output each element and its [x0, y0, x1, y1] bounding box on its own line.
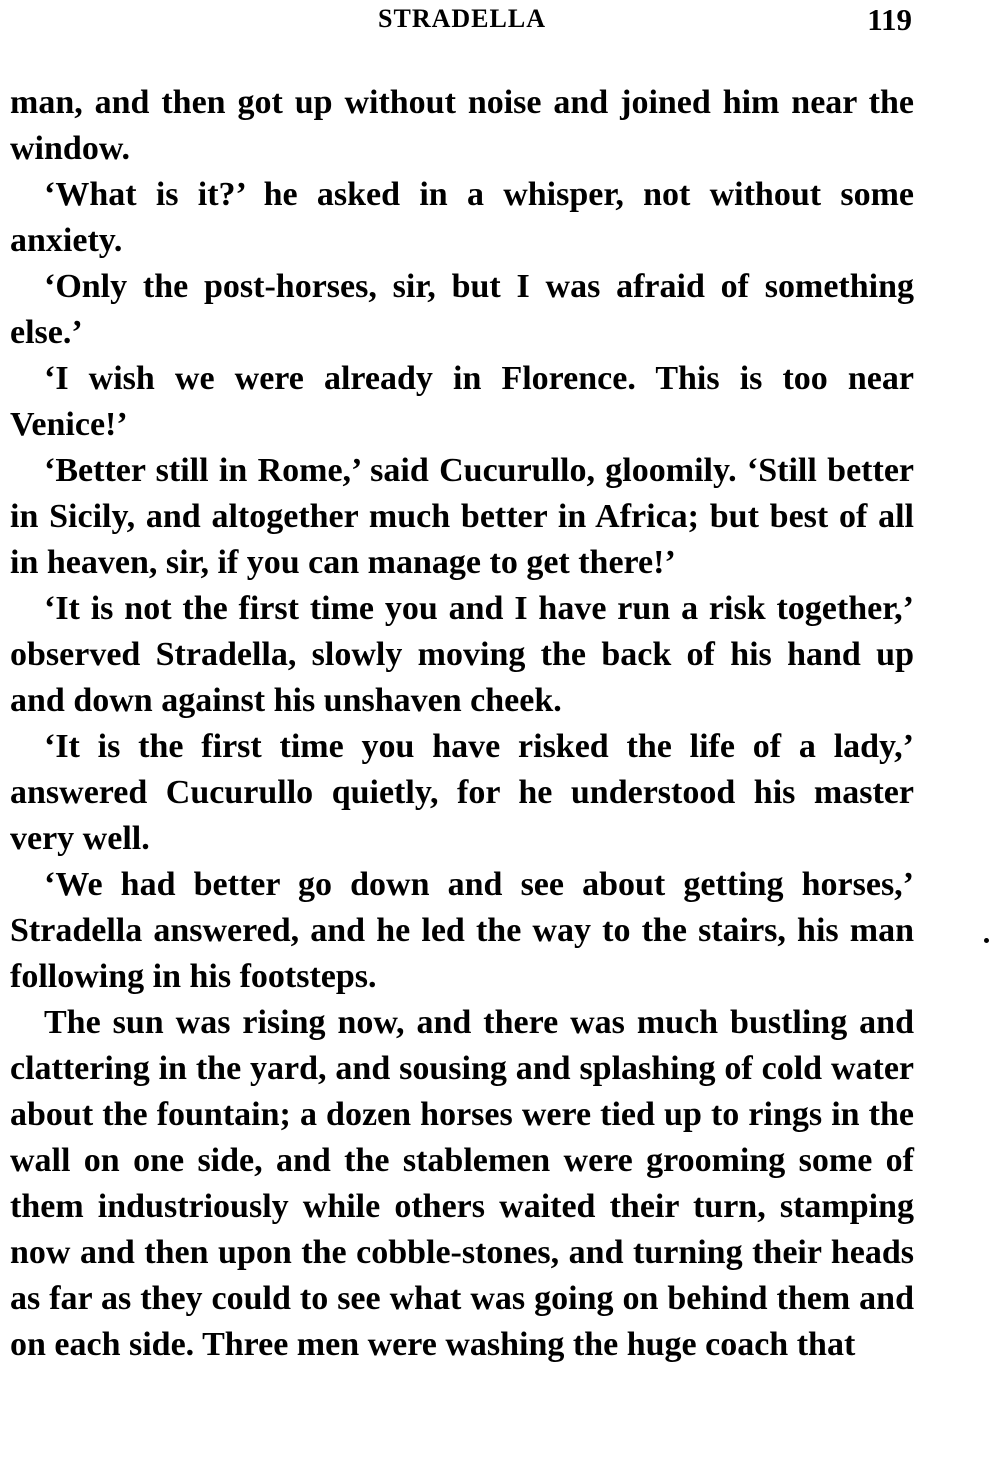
book-page [10, 0, 914, 1469]
body-text [10, 80, 914, 1368]
scan-speck [984, 938, 989, 943]
paragraph-dialogue: ‘We had better go down and see about getting horses,’ Stradella answered, and he led the way to the stairs, his man following in his footsteps. [10, 866, 914, 995]
paragraph-dialogue: ‘What is it?’ he asked in a whisper, not without some anxiety. [10, 176, 914, 259]
paragraph-dialogue: ‘Only the post-horses, sir, but I was afraid of something else.’ [10, 268, 914, 351]
page-number: 119 [867, 2, 912, 37]
running-head [10, 0, 914, 46]
paragraph-narrative: The sun was rising now, and there was much bustling and clattering in the yard, and sousing and splashing of cold water about the fountain; a dozen horses were tied up to rings in the wall on one side, and the stablemen were grooming some of them industriously while others waited their turn, stamping now and then upon the cobble-stones, and turning their heads as far as they could to see what was going on behind them and on each side. Three men were washing the huge coach that [10, 1004, 914, 1363]
paragraph-dialogue: ‘It is the first time you have risked the life of a lady,’ answered Cucurullo quietly, for he understood his master very well. [10, 728, 914, 857]
paragraph-continuation: man, and then got up without noise and joined him near the window. [10, 84, 914, 167]
paragraph-dialogue: ‘Better still in Rome,’ said Cucurullo, gloomily. ‘Still better in Sicily, and altogether much better in Africa; but best of all in heaven, sir, if you can manage to get there!’ [10, 452, 914, 581]
running-title: STRADELLA [378, 4, 546, 33]
paragraph-dialogue: ‘It is not the first time you and I have run a risk together,’ observed Stradella, slowly moving the back of his hand up and down against his unshaven cheek. [10, 590, 914, 719]
paragraph-dialogue: ‘I wish we were already in Florence. This is too near Venice!’ [10, 360, 914, 443]
